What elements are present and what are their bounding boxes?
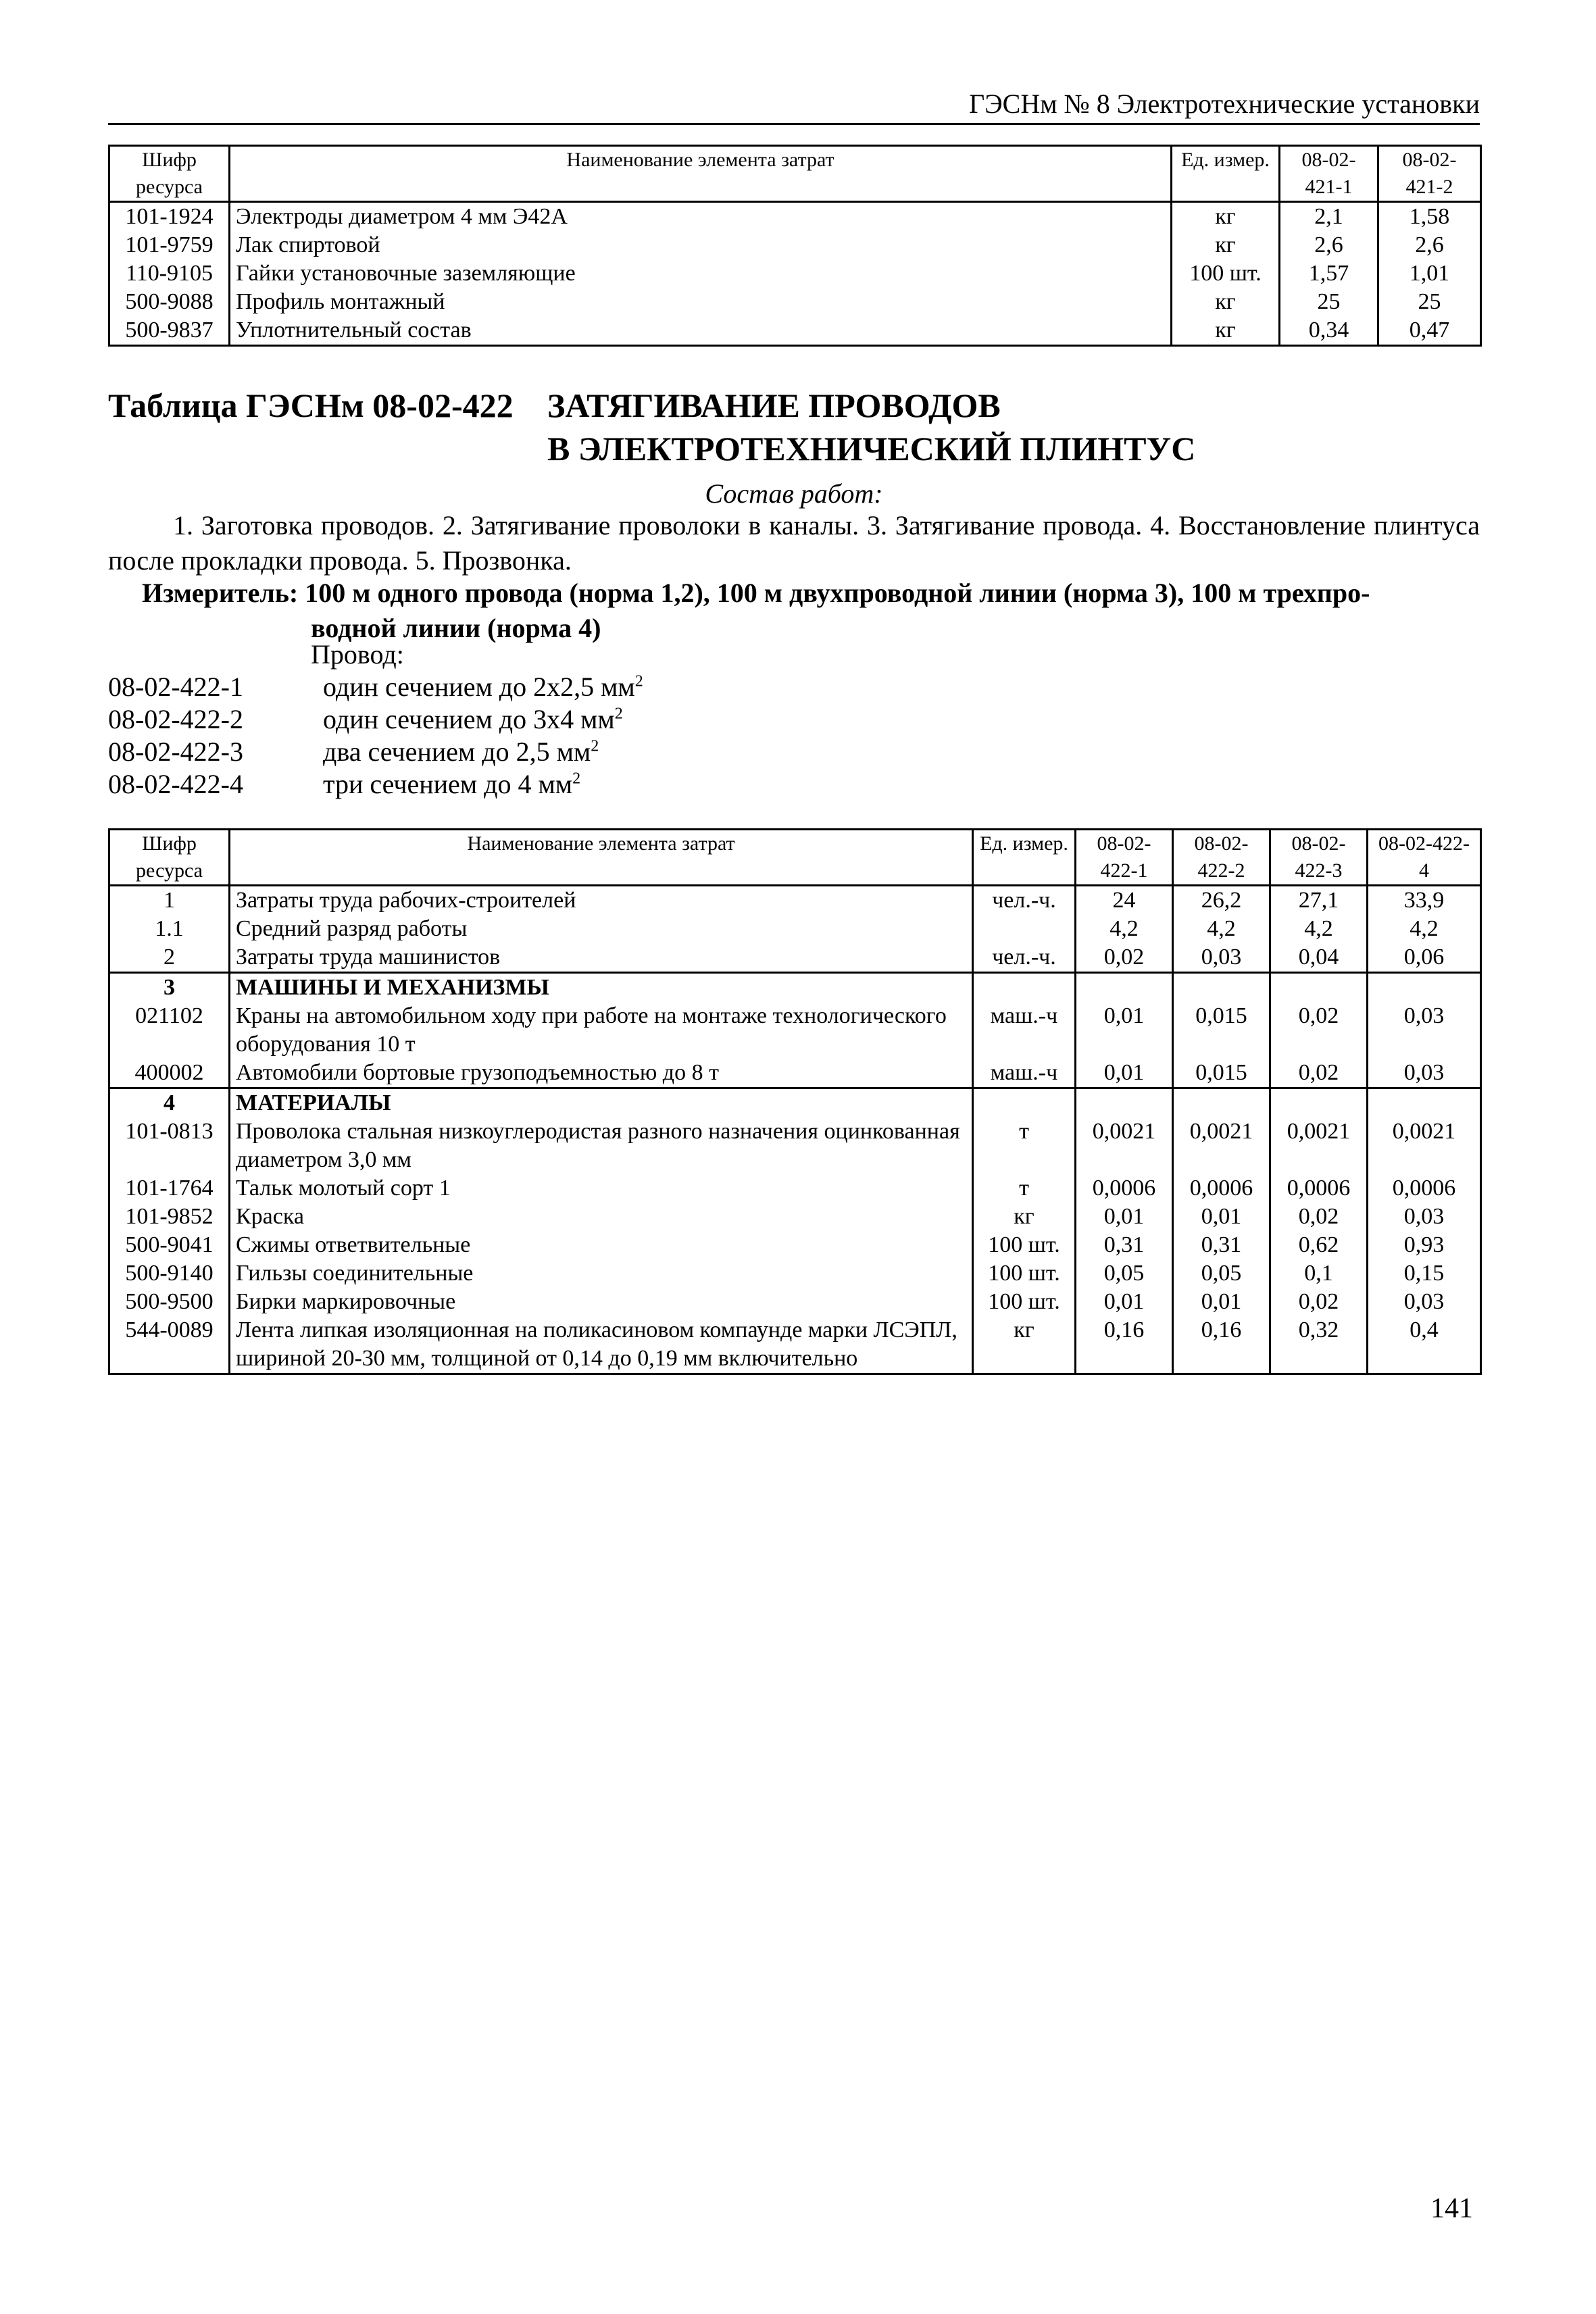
cell-unit: кг bbox=[973, 1316, 1076, 1374]
cell-value: 0,0021 bbox=[1270, 1117, 1368, 1174]
cell-value: 25 bbox=[1280, 288, 1378, 316]
cell-value: 1,01 bbox=[1378, 259, 1481, 288]
cell-name: Краска bbox=[230, 1203, 973, 1231]
cell-value: 0,0021 bbox=[1368, 1117, 1481, 1174]
col-header-norm-4: 08-02-422-4 bbox=[1368, 830, 1481, 886]
cell-code: 2 bbox=[109, 943, 230, 973]
list-item bbox=[108, 671, 1054, 703]
cell-unit: 100 шт. bbox=[973, 1259, 1076, 1288]
table-row bbox=[109, 316, 1481, 346]
norm-description: три сечением до 4 $мм^2$ bbox=[323, 769, 581, 799]
col-header-norm-2: 08-02-422-2 bbox=[1173, 830, 1270, 886]
meter-line-2: водной линии (норма 4) bbox=[311, 613, 601, 643]
cell-value: 0,015 bbox=[1173, 1059, 1270, 1088]
composition-text: 1. Заготовка проводов. 2. Затягивание проволоки в каналы. 3. Затягивание провода. 4. Восстановление плинтуса после прокладки провода. 5. Прозвонка. bbox=[108, 510, 1480, 576]
cell-value: 0,05 bbox=[1076, 1259, 1173, 1288]
cell-value: 0,02 bbox=[1270, 1203, 1368, 1231]
cell-code: 400002 bbox=[109, 1059, 230, 1088]
cell-code: 101-9852 bbox=[109, 1203, 230, 1231]
cell-value: 0,16 bbox=[1076, 1316, 1173, 1374]
cell-value bbox=[1270, 1088, 1368, 1118]
cell-name: Профиль монтажный bbox=[230, 288, 1172, 316]
cell-code: 1 bbox=[109, 886, 230, 915]
cell-unit bbox=[973, 1088, 1076, 1118]
cell-unit: т bbox=[973, 1174, 1076, 1203]
cell-value: 0,1 bbox=[1270, 1259, 1368, 1288]
cell-unit: кг bbox=[1172, 316, 1280, 346]
cell-value: 0,93 bbox=[1368, 1231, 1481, 1259]
cell-unit: чел.-ч. bbox=[973, 886, 1076, 915]
col-header-norm-2: 08-02-421-2 bbox=[1378, 146, 1481, 202]
table-title bbox=[547, 384, 1426, 470]
cell-code: 101-1924 bbox=[109, 202, 230, 232]
cell-code: 500-9041 bbox=[109, 1231, 230, 1259]
cell-unit: чел.-ч. bbox=[973, 943, 1076, 973]
cell-value bbox=[1368, 973, 1481, 1003]
cell-value: 26,2 bbox=[1173, 886, 1270, 915]
cell-value: 1,58 bbox=[1378, 202, 1481, 232]
cell-value: 0,02 bbox=[1270, 1002, 1368, 1059]
cell-value: 0,05 bbox=[1173, 1259, 1270, 1288]
cell-value: 0,31 bbox=[1076, 1231, 1173, 1259]
table-row bbox=[109, 915, 1481, 943]
col-header-unit: Ед. измер. bbox=[973, 830, 1076, 886]
table-number: Таблица ГЭСНм 08-02-422 bbox=[108, 386, 514, 424]
page-number: 141 bbox=[1430, 2193, 1473, 2224]
cell-value: 0,01 bbox=[1076, 1288, 1173, 1316]
norm-description: два сечением до 2,5 $мм^2$ bbox=[323, 736, 599, 767]
cell-unit: кг bbox=[973, 1203, 1076, 1231]
cell-code: 4 bbox=[109, 1088, 230, 1118]
col-header-norm-3: 08-02-422-3 bbox=[1270, 830, 1368, 886]
cell-name: Гильзы соединительные bbox=[230, 1259, 973, 1288]
cell-value bbox=[1076, 1088, 1173, 1118]
cell-value: 0,03 bbox=[1368, 1288, 1481, 1316]
cell-unit: кг bbox=[1172, 202, 1280, 232]
table-row bbox=[109, 1259, 1481, 1288]
cell-value: 0,01 bbox=[1173, 1288, 1270, 1316]
cell-code: 110-9105 bbox=[109, 259, 230, 288]
cell-unit: 100 шт. bbox=[973, 1288, 1076, 1316]
table-row bbox=[109, 231, 1481, 259]
cell-value: 4,2 bbox=[1076, 915, 1173, 943]
cell-code: 500-9500 bbox=[109, 1288, 230, 1316]
cell-value: 0,62 bbox=[1270, 1231, 1368, 1259]
cell-name: Автомобили бортовые грузоподъемностью до 8 т bbox=[230, 1059, 973, 1088]
cell-name: Электроды диаметром 4 мм Э42А bbox=[230, 202, 1172, 232]
cell-value: 24 bbox=[1076, 886, 1173, 915]
list-item bbox=[108, 736, 1054, 768]
cell-code: 500-9088 bbox=[109, 288, 230, 316]
cell-unit: маш.-ч bbox=[973, 1059, 1076, 1088]
table-title-line-1: ЗАТЯГИВАНИЕ ПРОВОДОВ bbox=[547, 386, 1001, 424]
list-item bbox=[108, 768, 1054, 801]
col-header-unit: Ед. измер. bbox=[1172, 146, 1280, 202]
cell-value: 0,03 bbox=[1368, 1002, 1481, 1059]
cell-value: 25 bbox=[1378, 288, 1481, 316]
section-row-machines bbox=[109, 973, 1481, 1003]
cell-value: 0,03 bbox=[1173, 943, 1270, 973]
cell-name: Проволока стальная низкоуглеродистая разного назначения оцинкованная диаметром 3,0 мм bbox=[230, 1117, 973, 1174]
cell-value: 0,06 bbox=[1368, 943, 1481, 973]
cell-unit: кг bbox=[1172, 288, 1280, 316]
cell-value: 4,2 bbox=[1368, 915, 1481, 943]
cell-value: 33,9 bbox=[1368, 886, 1481, 915]
table-row bbox=[109, 943, 1481, 973]
cell-code: 1.1 bbox=[109, 915, 230, 943]
cell-value: 0,15 bbox=[1368, 1259, 1481, 1288]
cell-code: 500-9837 bbox=[109, 316, 230, 346]
cell-unit bbox=[973, 915, 1076, 943]
cell-code: 101-9759 bbox=[109, 231, 230, 259]
resource-table-422 bbox=[108, 828, 1482, 1375]
norm-code: 08-02-422-3 bbox=[108, 736, 243, 767]
cell-code: 021102 bbox=[109, 1002, 230, 1059]
cell-unit: т bbox=[973, 1117, 1076, 1174]
table-row bbox=[109, 202, 1481, 232]
cell-value bbox=[1368, 1088, 1481, 1118]
table-row bbox=[109, 1203, 1481, 1231]
table-row bbox=[109, 1117, 1481, 1174]
cell-name: Лак спиртовой bbox=[230, 231, 1172, 259]
cell-value: 2,6 bbox=[1280, 231, 1378, 259]
table-row bbox=[109, 1002, 1481, 1059]
cell-value: 0,0006 bbox=[1076, 1174, 1173, 1203]
resource-table-421 bbox=[108, 145, 1482, 347]
cell-value: 0,02 bbox=[1270, 1059, 1368, 1088]
cell-name: Бирки маркировочные bbox=[230, 1288, 973, 1316]
cell-value: 0,32 bbox=[1270, 1316, 1368, 1374]
cell-name: Средний разряд работы bbox=[230, 915, 973, 943]
table-row bbox=[109, 1288, 1481, 1316]
cell-value bbox=[1270, 973, 1368, 1003]
norm-code: 08-02-422-4 bbox=[108, 769, 243, 799]
norm-code: 08-02-422-2 bbox=[108, 704, 243, 734]
composition-title: Состав работ: bbox=[705, 478, 883, 509]
cell-name: Сжимы ответвительные bbox=[230, 1231, 973, 1259]
col-header-name: Наименование элемента затрат bbox=[230, 830, 973, 886]
table-row bbox=[109, 288, 1481, 316]
cell-value: 0,03 bbox=[1368, 1059, 1481, 1088]
table-row bbox=[109, 1059, 1481, 1088]
table-row bbox=[109, 1316, 1481, 1374]
list-item bbox=[108, 703, 1054, 736]
cell-value: 0,4 bbox=[1368, 1316, 1481, 1374]
norm-description: один сечением до 2х2,5 $мм^2$ bbox=[323, 672, 643, 702]
section-title: МАТЕРИАЛЫ bbox=[230, 1088, 973, 1118]
section-title: МАШИНЫ И МЕХАНИЗМЫ bbox=[230, 973, 973, 1003]
cell-value: 0,34 bbox=[1280, 316, 1378, 346]
table-title-line-2: В ЭЛЕКТРОТЕХНИЧЕСКИЙ ПЛИНТУС bbox=[547, 430, 1196, 468]
cell-value: 0,0021 bbox=[1076, 1117, 1173, 1174]
meter-statement bbox=[142, 576, 1460, 646]
cell-value: 0,0021 bbox=[1173, 1117, 1270, 1174]
cell-code: 101-1764 bbox=[109, 1174, 230, 1203]
cell-name: Затраты труда машинистов bbox=[230, 943, 973, 973]
cell-value: 0,01 bbox=[1076, 1002, 1173, 1059]
cell-value: 0,01 bbox=[1076, 1203, 1173, 1231]
cell-value: 2,1 bbox=[1280, 202, 1378, 232]
cell-name: Лента липкая изоляционная на поликасиновом компаунде марки ЛСЭПЛ, шириной 20-30 мм, толщиной от 0,14 до 0,19 мм включительно bbox=[230, 1316, 973, 1374]
norm-description: один сечением до 3х4 $мм^2$ bbox=[323, 704, 623, 734]
cell-value: 0,03 bbox=[1368, 1203, 1481, 1231]
norm-code: 08-02-422-1 bbox=[108, 672, 243, 702]
cell-value bbox=[1173, 973, 1270, 1003]
cell-value: 0,04 bbox=[1270, 943, 1368, 973]
cell-value: 4,2 bbox=[1270, 915, 1368, 943]
col-header-code: Шифр ресурса bbox=[109, 830, 230, 886]
cell-code: 544-0089 bbox=[109, 1316, 230, 1374]
table-row bbox=[109, 886, 1481, 915]
cell-name: Тальк молотый сорт 1 bbox=[230, 1174, 973, 1203]
cell-value: 0,0006 bbox=[1173, 1174, 1270, 1203]
cell-code: 500-9140 bbox=[109, 1259, 230, 1288]
cell-value: 0,015 bbox=[1173, 1002, 1270, 1059]
cell-value: 1,57 bbox=[1280, 259, 1378, 288]
cell-code: 3 bbox=[109, 973, 230, 1003]
cell-unit bbox=[973, 973, 1076, 1003]
cell-unit: маш.-ч bbox=[973, 1002, 1076, 1059]
cell-name: Краны на автомобильном ходу при работе на монтаже технологического оборудования 10 т bbox=[230, 1002, 973, 1059]
cell-name: Затраты труда рабочих-строителей bbox=[230, 886, 973, 915]
col-header-norm-1: 08-02-422-1 bbox=[1076, 830, 1173, 886]
cell-unit: кг bbox=[1172, 231, 1280, 259]
cell-value: 4,2 bbox=[1173, 915, 1270, 943]
cell-value: 0,47 bbox=[1378, 316, 1481, 346]
cell-name: Уплотнительный состав bbox=[230, 316, 1172, 346]
cell-value: 0,01 bbox=[1076, 1059, 1173, 1088]
cell-value: 0,0006 bbox=[1270, 1174, 1368, 1203]
cell-value: 27,1 bbox=[1270, 886, 1368, 915]
wire-heading: Провод: bbox=[311, 639, 404, 670]
col-header-norm-1: 08-02-421-1 bbox=[1280, 146, 1378, 202]
cell-value: 0,16 bbox=[1173, 1316, 1270, 1374]
table-row bbox=[109, 1174, 1481, 1203]
cell-code: 101-0813 bbox=[109, 1117, 230, 1174]
col-header-code: Шифр ресурса bbox=[109, 146, 230, 202]
table-row bbox=[109, 259, 1481, 288]
table-row bbox=[109, 1231, 1481, 1259]
cell-value: 0,02 bbox=[1076, 943, 1173, 973]
cell-value: 0,31 bbox=[1173, 1231, 1270, 1259]
cell-value: 0,02 bbox=[1270, 1288, 1368, 1316]
cell-unit: 100 шт. bbox=[1172, 259, 1280, 288]
cell-value bbox=[1173, 1088, 1270, 1118]
cell-value: 0,01 bbox=[1173, 1203, 1270, 1231]
running-header: ГЭСНм № 8 Электротехнические установки bbox=[108, 86, 1480, 125]
cell-value bbox=[1076, 973, 1173, 1003]
cell-value: 0,0006 bbox=[1368, 1174, 1481, 1203]
cell-name: Гайки установочные заземляющие bbox=[230, 259, 1172, 288]
meter-line-1: Измеритель: 100 м одного провода (норма 1,2), 100 м двухпроводной линии (норма 3), 100 м трехпро- bbox=[142, 578, 1370, 608]
col-header-name: Наименование элемента затрат bbox=[230, 146, 1172, 202]
cell-unit: 100 шт. bbox=[973, 1231, 1076, 1259]
section-row-materials bbox=[109, 1088, 1481, 1118]
cell-value: 2,6 bbox=[1378, 231, 1481, 259]
